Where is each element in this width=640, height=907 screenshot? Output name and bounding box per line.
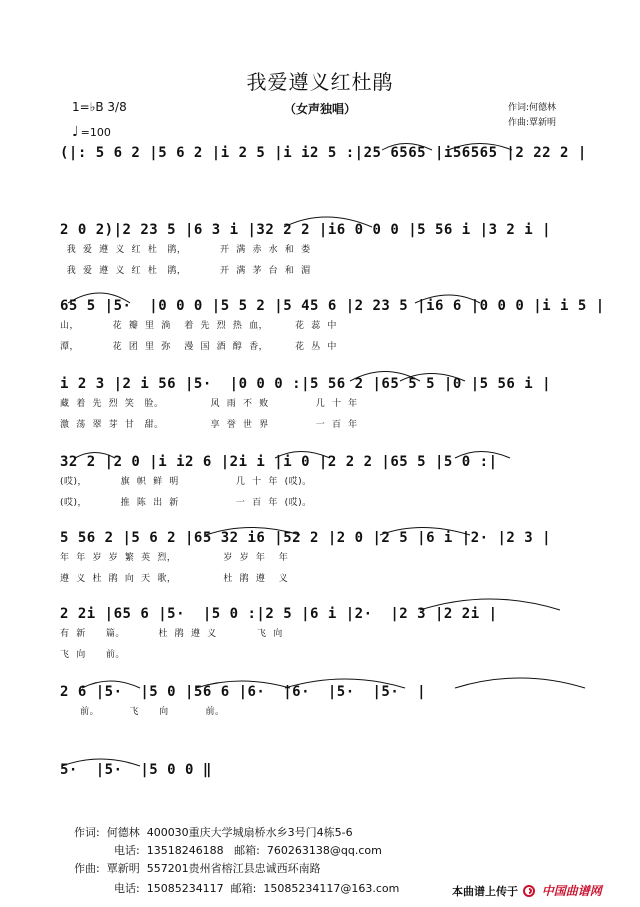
score-row-6 — [60, 530, 588, 584]
key-signature: 1=♭B 3/8 — [72, 100, 127, 114]
score-row-5 — [60, 454, 588, 508]
uploaded-to-label: 本曲谱上传于 — [452, 885, 518, 898]
score-row-7 — [60, 606, 588, 660]
lyric-verse-1: 藏 着 先 烈 笑 脸。 风 雨 不 败 几 十 年 — [60, 399, 358, 409]
score-row-3 — [60, 298, 605, 352]
score-row-2 — [60, 222, 588, 276]
site-name: 中国曲谱网 — [541, 884, 602, 898]
score-row-8 — [60, 684, 588, 717]
tempo — [72, 124, 111, 140]
lyric-verse-1: 年 年 岁 岁 繁 英 烈， 岁 岁 年 年 — [60, 553, 289, 563]
score-notes: 2 2i |65 6 |5· |5 0 :|2 5 |6 i |2· |2 3 |2 2i | — [60, 606, 498, 622]
lyric-verse-1: 有 新 篇。 杜 鹃 遵 义 飞 向 — [60, 629, 283, 639]
score-notes: 2 6 |5· |5 0 |56 6 |6· |6· |5· |5· | — [60, 684, 427, 700]
lyric-verse-2: 激 荡 翠 芽 甘 甜。 享 誉 世 界 一 百 年 — [60, 420, 358, 430]
source-note — [452, 882, 602, 899]
lyric-verse-1: (哎)， 旗 帜 鲜 明 几 十 年 (哎)。 — [60, 477, 312, 487]
page-title: 我爱遵义红杜鹃 — [246, 70, 394, 94]
score-row-9 — [60, 762, 588, 778]
score-notes: (|: 5 6 2 |5 6 2 |i 2 5 |i i2 5 :|25 6565 |i56565 |2 22 2 | — [60, 145, 587, 161]
lyric-verse-2: (哎)， 推 陈 出 新 一 百 年 (哎)。 — [60, 498, 312, 508]
lyricist-contact-phone: 电话: 13518246188 邮箱: 760263138@qq.com — [114, 844, 382, 857]
score-notes: 5 56 2 |5 6 2 |65 32 i6 |52 2 |2 0 |2 5 |6 i |2· |2 3 | — [60, 530, 552, 546]
lyric-verse-1: 我 爱 遵 义 红 杜 鹃， 开 满 赤 水 和 娄 — [60, 245, 311, 255]
composer-contact-address: 作曲: 覃新明 557201贵州省榕江县忠诚西环南路 — [74, 862, 321, 875]
lyric-verse-2: 我 爱 遵 义 红 杜 鹃， 开 满 茅 台 和 湄 — [60, 266, 311, 276]
lyric-verse-2: 遵 义 杜 鹃 向 天 歌， 杜 鹃 遵 义 — [60, 574, 289, 584]
lyric-verse-2: 潭， 花 团 里 弥 漫 国 酒 醇 香， 花 丛 中 — [60, 342, 337, 352]
lyric-verse-2: 飞 向 前。 — [60, 650, 125, 660]
score-notes: 32 2 |2 0 |i i2 6 |2i i |i 0 |2 2 2 |65 5 |5 0 :| — [60, 454, 498, 470]
score-notes: i 2 3 |2 i 56 |5· |0 0 0 :|5 56 2 |65 5 5 |0 |5 56 i | — [60, 376, 552, 392]
subtitle: （女声独唱） — [283, 102, 356, 116]
score-notes: 2 0 2)|2 23 5 |6 3 i |32 2 2 |i6 0 0 0 |5 56 i |3 2 i | — [60, 222, 552, 238]
score-row-4 — [60, 376, 588, 430]
composer-credit: 作曲:覃新明 — [508, 118, 557, 128]
score-notes: 65 5 |5· |0 0 0 |5 5 2 |5 45 6 |2 23 5 |i6 6 |0 0 0 |i i 5 | — [60, 298, 605, 314]
score-row-1 — [60, 145, 588, 161]
lyric-verse-1: 前。 飞 向 前。 — [60, 707, 225, 717]
composer-contact-phone: 电话: 15085234117 邮箱: 15085234117@163.com — [114, 882, 400, 895]
site-logo-icon — [522, 885, 536, 897]
credits-top — [508, 101, 556, 131]
quarter-note-icon: ♩ — [72, 124, 79, 140]
tempo-value: =100 — [80, 126, 111, 139]
lyricist-credit: 作词:何德林 — [508, 103, 557, 113]
lyricist-contact-address: 作词: 何德林 400030重庆大学城扇桥水乡3号门4栋5-6 — [74, 826, 353, 839]
lyric-verse-1: 山， 花 瓣 里 淌 着 先 烈 热 血， 花 蕊 中 — [60, 321, 337, 331]
score-notes: 5· |5· |5 0 0 ‖ — [60, 762, 212, 778]
